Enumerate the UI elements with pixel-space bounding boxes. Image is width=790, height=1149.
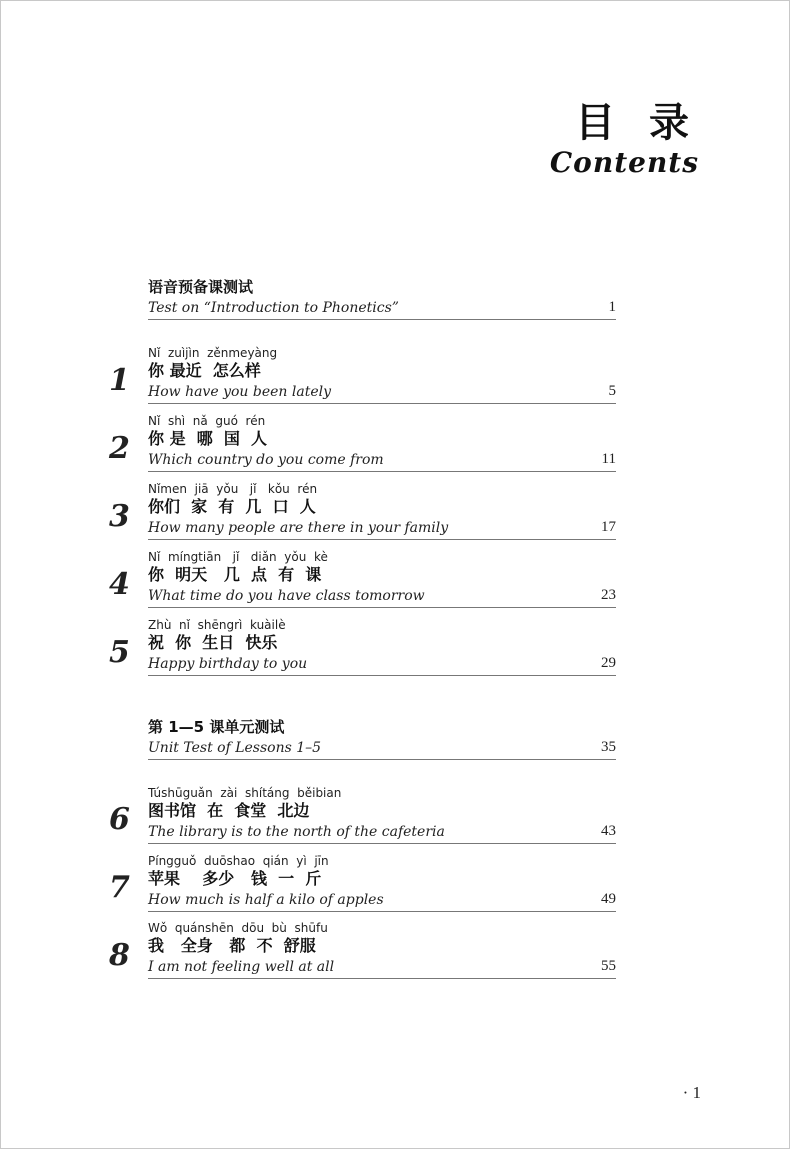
lesson-title-en: The library is to the north of the cafeteria	[148, 824, 445, 840]
lesson-number: 2	[109, 431, 130, 466]
toc-entry-line	[148, 585, 616, 608]
page-number: 35	[601, 739, 616, 755]
toc-lesson-5[interactable]	[148, 618, 616, 676]
toc-entry-line	[148, 449, 616, 472]
lesson-title-cn: 苹果 多少 钱 一 斤	[148, 869, 322, 888]
toc-entry-line	[148, 821, 616, 844]
lesson-title-en: How much is half a kilo of apples	[148, 892, 384, 908]
toc-lesson-8[interactable]	[148, 921, 616, 979]
lesson-pinyin: Túshūguǎn zài shítáng běibian	[148, 786, 342, 800]
lesson-title-cn: 你 最近 怎么样	[148, 361, 261, 380]
toc-lesson-7[interactable]	[148, 854, 616, 912]
section-title-en: Test on “Introduction to Phonetics”	[148, 300, 399, 316]
toc-entry-line	[148, 653, 616, 676]
page-number: 49	[601, 891, 616, 907]
page-number: 5	[608, 383, 616, 399]
lesson-pinyin: Nǐ zuìjìn zěnmeyàng	[148, 346, 278, 360]
lesson-number: 1	[109, 363, 130, 398]
lesson-number: 3	[109, 499, 130, 534]
lesson-title-cn: 祝 你 生日 快乐	[148, 633, 278, 652]
toc-lesson-2[interactable]	[148, 414, 616, 472]
lesson-title-en: What time do you have class tomorrow	[148, 588, 425, 604]
footer-page-number: · 1	[682, 1083, 701, 1102]
lesson-pinyin: Wǒ quánshēn dōu bù shūfu	[148, 921, 328, 935]
lesson-pinyin: Nǐ míngtiān jǐ diǎn yǒu kè	[148, 550, 328, 564]
lesson-title-cn: 你 是 哪 国 人	[148, 429, 267, 448]
page-number: 55	[601, 958, 616, 974]
page-number: 1	[608, 299, 616, 315]
title-chinese: 目 录	[575, 100, 699, 146]
toc-entry-line	[148, 889, 616, 912]
section-title-en: Unit Test of Lessons 1–5	[148, 740, 322, 756]
lesson-title-cn: 你们 家 有 几 口 人	[148, 497, 316, 516]
lesson-title-en: I am not feeling well at all	[148, 959, 335, 975]
lesson-title-cn: 我 全身 都 不 舒服	[148, 936, 316, 955]
lesson-number: 8	[109, 938, 130, 973]
title-english: Contents	[549, 146, 699, 179]
section-title-cn: 第 1—5 课单元测试	[148, 718, 285, 736]
lesson-pinyin: Píngguǒ duōshao qián yì jīn	[148, 854, 329, 868]
toc-entry-line	[148, 297, 616, 320]
lesson-number: 4	[109, 567, 130, 602]
lesson-number: 7	[109, 870, 130, 905]
lesson-title-en: Happy birthday to you	[148, 656, 308, 672]
lesson-number: 5	[109, 635, 130, 670]
toc-entry-line	[148, 956, 616, 979]
page-number: 11	[601, 451, 616, 467]
lesson-title-cn: 你 明天 几 点 有 课	[148, 565, 322, 584]
lesson-title-en: How many people are there in your family	[148, 520, 449, 536]
toc-entry-line	[148, 737, 616, 760]
toc-lesson-1[interactable]	[148, 346, 616, 404]
lesson-pinyin: Nǐ shì nǎ guó rén	[148, 414, 266, 428]
toc-lesson-4[interactable]	[148, 550, 616, 608]
lesson-number: 6	[109, 802, 130, 837]
toc-entry-line	[148, 381, 616, 404]
toc-lesson-3[interactable]	[148, 482, 616, 540]
page-number: 17	[601, 519, 616, 535]
section-title-cn: 语音预备课测试	[148, 278, 254, 296]
lesson-pinyin: Nǐmen jiā yǒu jǐ kǒu rén	[148, 482, 318, 496]
page-number: 29	[601, 655, 616, 671]
lesson-pinyin: Zhù nǐ shēngrì kuàilè	[148, 618, 286, 632]
lesson-title-en: How have you been lately	[148, 384, 332, 400]
lesson-title-cn: 图书馆 在 食堂 北边	[148, 801, 310, 820]
title-block	[550, 99, 699, 179]
section-phonetics-test[interactable]	[148, 277, 616, 320]
page-number: 23	[601, 587, 616, 603]
lesson-title-en: Which country do you come from	[148, 452, 384, 468]
page-number: 43	[601, 823, 616, 839]
toc-entry-line	[148, 517, 616, 540]
section-unit-test[interactable]	[148, 717, 616, 760]
toc-lesson-6[interactable]	[148, 786, 616, 844]
